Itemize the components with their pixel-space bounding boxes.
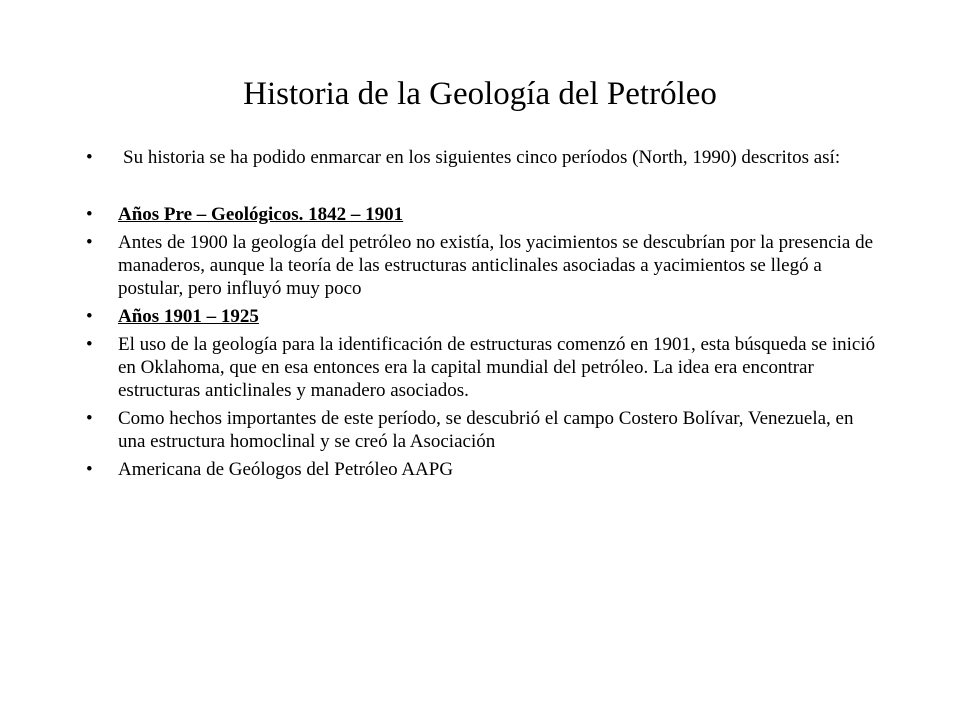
bullet-dot-icon: • (86, 408, 93, 429)
bullet-text: Como hechos importantes de este período, se descubrió el campo Costero Bolívar, Venezuela, en una estructura homoclinal y se creó la Asociación (118, 408, 854, 452)
bullet-dot-icon: • (86, 334, 93, 355)
bullet-item (80, 231, 880, 300)
bullet-heading-1901-1925 (80, 305, 880, 328)
bullet-text: Su historia se ha podido enmarcar en los siguientes cinco períodos (North, 1990) descritos así: (123, 147, 841, 168)
bullet-item (80, 458, 880, 481)
bullet-text: Antes de 1900 la geología del petróleo no existía, los yacimientos se descubrían por la presencia de manaderos, aunque la teoría de las estructuras anticlinales asociadas a yacimientos se llegó a postular, pero influyó muy poco (118, 232, 874, 299)
bullet-dot-icon: • (86, 232, 93, 253)
bullet-item (80, 333, 880, 402)
bullet-list (80, 146, 880, 486)
bullet-dot-icon: • (86, 147, 93, 168)
bullet-dot-icon: • (86, 204, 93, 225)
bullet-item (80, 407, 880, 453)
bullet-dot-icon: • (86, 306, 93, 327)
bullet-heading-pre-geologicos (80, 203, 880, 226)
bullet-text: Años Pre – Geológicos. 1842 – 1901 (118, 204, 404, 225)
bullet-text: El uso de la geología para la identificación de estructuras comenzó en 1901, esta búsqueda se inició en Oklahoma, que en esa entonces era la capital mundial del petróleo. La idea era encontrar estructuras anticlinales y manadero asociados. (118, 334, 876, 401)
bullet-text: Años 1901 – 1925 (118, 306, 259, 327)
slide-title: Historia de la Geología del Petróleo (243, 76, 717, 112)
bullet-intro (80, 146, 880, 169)
bullet-dot-icon: • (86, 459, 93, 480)
bullet-text: Americana de Geólogos del Petróleo AAPG (118, 459, 454, 480)
